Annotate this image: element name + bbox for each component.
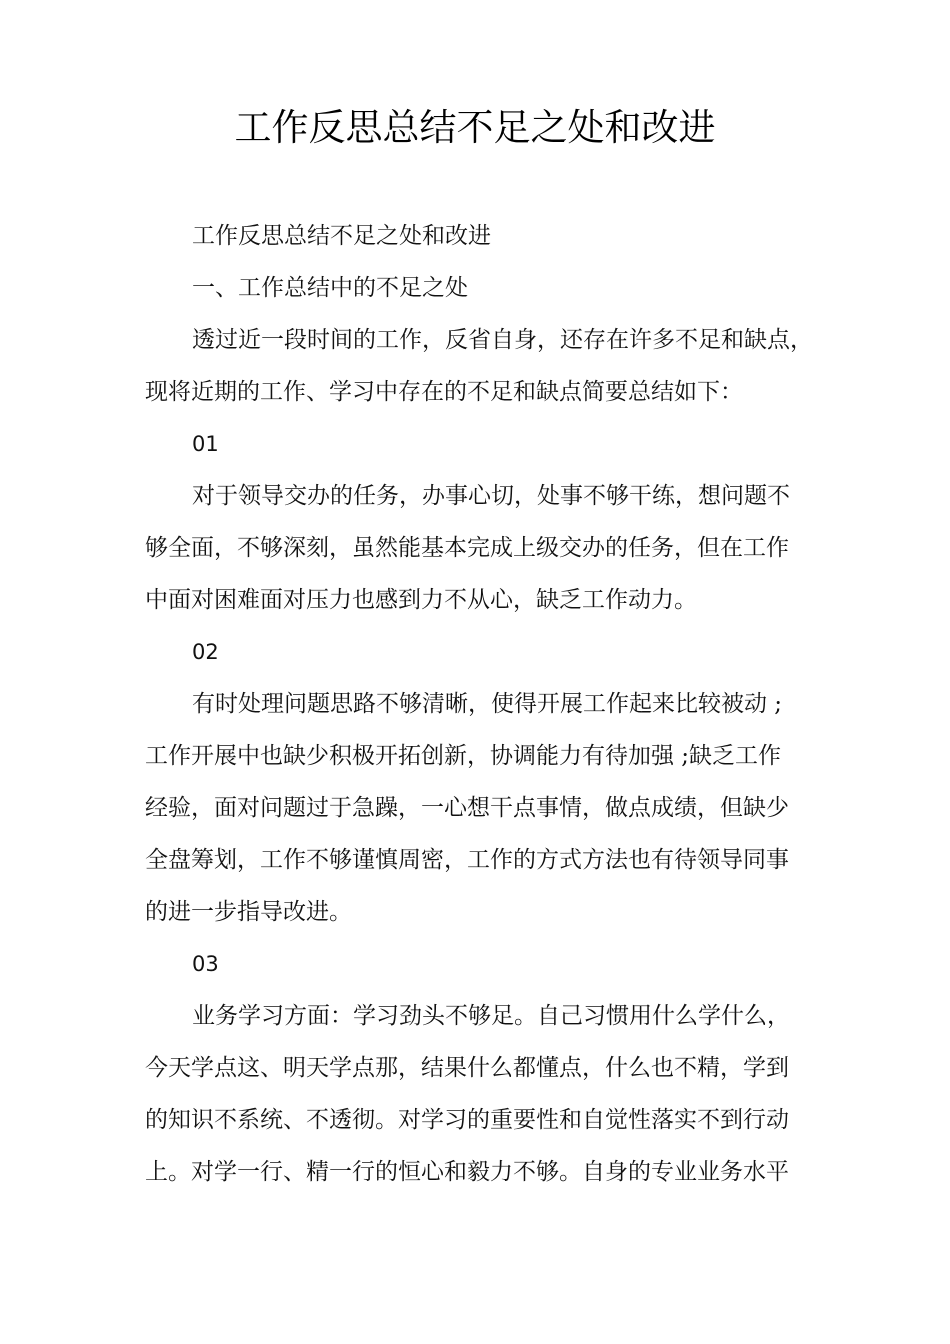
paragraph-line: 经验，面对问题过于急躁，一心想干点事情，做点成绩，但缺少 <box>145 795 789 821</box>
paragraph-line: 够全面，不够深刻，虽然能基本完成上级交办的任务，但在工作 <box>145 535 789 561</box>
paragraph-line: 对于领导交办的任务，办事心切，处事不够干练，想问题不 <box>192 483 790 509</box>
item-number: 03 <box>192 952 219 976</box>
paragraph-line: 工作开展中也缺少积极开拓创新，协调能力有待加强 ;缺乏工作 <box>145 743 782 769</box>
document-title: 工作反思总结不足之处和改进 <box>234 106 716 149</box>
intro-line: 透过近一段时间的工作，反省自身，还存在许多不足和缺点， <box>192 327 813 353</box>
section-heading: 一、工作总结中的不足之处 <box>192 275 468 301</box>
intro-line: 现将近期的工作、学习中存在的不足和缺点简要总结如下： <box>145 379 743 405</box>
paragraph-line: 中面对困难面对压力也感到力不从心，缺乏工作动力。 <box>145 587 697 613</box>
item-number: 02 <box>192 640 219 664</box>
paragraph-line: 的进一步指导改进。 <box>145 899 352 925</box>
document-body <box>145 210 817 1198</box>
paragraph-line: 上。对学一行、精一行的恒心和毅力不够。自身的专业业务水平 <box>145 1159 789 1185</box>
subtitle: 工作反思总结不足之处和改进 <box>192 223 491 249</box>
paragraph-line: 今天学点这、明天学点那，结果什么都懂点，什么也不精，学到 <box>145 1055 789 1081</box>
paragraph-line: 业务学习方面：学习劲头不够足。自己习惯用什么学什么， <box>192 1003 790 1029</box>
item-number: 01 <box>192 432 219 456</box>
paragraph-line: 的知识不系统、不透彻。对学习的重要性和自觉性落实不到行动 <box>145 1107 789 1133</box>
paragraph-line: 有时处理问题思路不够清晰，使得开展工作起来比较被动 ; <box>192 691 783 717</box>
paragraph-line: 全盘筹划，工作不够谨慎周密，工作的方式方法也有待领导同事 <box>145 847 789 873</box>
